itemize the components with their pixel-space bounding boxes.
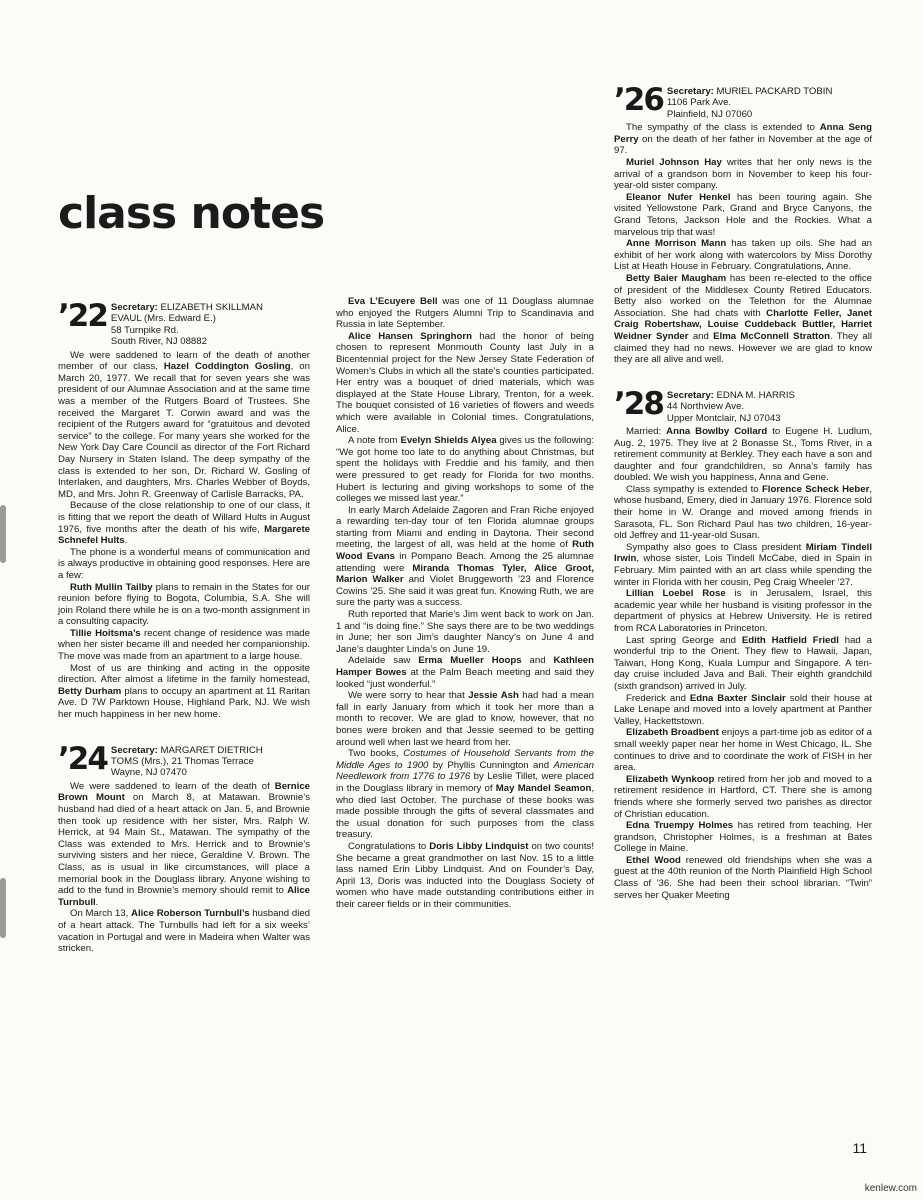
secretary-info: Secretary: MURIEL PACKARD TOBIN 1106 Park Ave. Plainfield, NJ 07060 xyxy=(666,86,833,120)
class-year: ’28 xyxy=(614,385,663,422)
paragraph: Ethel Wood renewed old friendships when she was a guest at the 40th reunion of the North Plainfield High School Class of ’36. She had been their school librarian. “Twin” serves her Quaker Meeting xyxy=(614,854,872,901)
class-28-header xyxy=(614,385,872,424)
paragraph: Betty Baier Maugham has been re-elected to the office of president of the Middlesex County Retired Educators. Betty also worked on the Telethon for the Alumnae Association. She had chats with Charlotte Feller, Janet Craig Robertshaw, Louise Cuddeback Buttler, Harriet Weidner Synder and Elma McConnell Stratton. They all claimed they had no news. However we are glad to know they are all alive and well. xyxy=(614,272,873,366)
binding-mark-top xyxy=(0,505,6,563)
paragraph: Class sympathy is extended to Florence Scheck Heber, whose husband, Emery, died in January 1976. Florence sold their home in W. Orange and moved among friends in Sarasota, FL. Son Richard Paul has two children, 16-year-old Jeffrey and 11-year-old Susan. xyxy=(614,483,872,542)
class-22-header xyxy=(58,300,310,348)
paragraph: Eleanor Nufer Henkel has been touring again. She visited Yellowstone Park, Grand and Bryce Canyons, the Grand Tetons, Jackson Hole and the Rockies. What a marvelous trip that was! xyxy=(614,191,872,238)
paragraph: We were saddened to learn of the death of Bernice Brown Mount on March 8, at Matawan. Brownie’s husband had died of a heart attack on Jan. 5, and Brownie then took up residence with her sister, Mrs. Ralph W. Herrick, at 94 Main St., Matawan. The sympathy of the Class was extended to Mrs. Herrick and to Brownie’s surviving sisters and her niece, Geraldine V. Brown. The Class, as is usual in like circumstances, will place a memorial book in the Douglass library. Anyone wishing to add to the fund in Brownie’s memory should remit to Alice Turnbull. xyxy=(58,780,310,908)
binding-mark-bottom xyxy=(0,878,6,938)
paragraph: On March 13, Alice Roberson Turnbull’s husband died of a heart attack. The Turnbulls had left for a six weeks’ vacation in Portugal and were in Madeira when Walter was stricken. xyxy=(58,908,310,955)
paragraph: Lillian Loebel Rose is in Jerusalem, Israel, this academic year while her husband is visiting professor in the department of physics at Hebrew University. He is retired from RCA Laboratories in Princeton. xyxy=(614,588,872,634)
paragraph: We were sorry to hear that Jessie Ash had had a mean fall in early January from which it took her more than a month to recover. We are glad to know, however, that no bones were broken and that Jessie seemed to be getting around well when last we heard from her. xyxy=(336,690,595,748)
class-year: ’26 xyxy=(614,82,663,118)
paragraph: Edna Truempy Holmes has retired from teaching. Her grandson, Christopher Holmes, is a freshman at Bates College in Maine. xyxy=(614,820,872,855)
paragraph: The sympathy of the class is extended to Anna Seng Perry on the death of her father in November at the age of 97. xyxy=(614,122,872,157)
paragraph: Sympathy also goes to Class president Miriam Tindell Irwin, whose sister, Lois Tindell McCabe, died in Spain in February. Mim painted with an art class while spending the winter in Florida with her cousin, Peg Craig Wheeler ’27. xyxy=(614,541,873,588)
paragraph: Elizabeth Broadbent enjoys a part-time job as editor of a small weekly paper near her home in West Chicago, IL. She continues to drive and to coordinate the work of FISH in her area. xyxy=(614,727,873,774)
column-2 xyxy=(336,296,594,910)
secretary-info: Secretary: ELIZABETH SKILLMAN EVAUL (Mrs. Edward E.) 58 Turnpike Rd. South River, NJ 08882 xyxy=(110,302,263,348)
footer-watermark: kenlew.com xyxy=(864,1183,917,1194)
page-title: class notes xyxy=(58,188,325,239)
paragraph: Married: Anna Bowlby Collard to Eugene H. Ludlum, Aug. 2, 1975. They live at 2 Bonasse St., Toms River, in a retirement community at Berkley. They each have a son and daughter and four grandchildren, so Anna’s family has doubled. We wish you happiness, Anna and Gene. xyxy=(614,425,872,484)
paragraph: The phone is a wonderful means of communication and is always productive in obtaining good responses. Here are a few: xyxy=(58,546,310,581)
class-year: ’22 xyxy=(58,298,107,334)
paragraph: Because of the close relationship to one of our class, it is fitting that we report the death of Willard Hults in August 1976, five months after the death of his wife, Margarete Schnefel Hults. xyxy=(58,500,310,547)
secretary-info: Secretary: EDNA M. HARRIS 44 Northview Ave. Upper Montclair, NJ 07043 xyxy=(666,389,795,424)
paragraph: Last spring George and Edith Hatfield Friedl had a wonderful trip to the Orient. They flew to Hawaii, Japan, Taiwan, Hong Kong, Kuala Lumpur and Singapore. A ten-day cruise included Java and Bali. Their eighth grandchild (sixth grandson) arrived in July. xyxy=(614,634,872,692)
paragraph: Congratulations to Doris Libby Lindquist on two counts! She became a great grandmother on last Nov. 15 to a little lass named Erin Libby Lindquist. And on Founder’s Day, April 13, Doris was inducted into the Douglass Society of women who have made outstanding contributions either in their career fields or in their communities. xyxy=(336,840,594,910)
class-24-header xyxy=(58,740,310,779)
paragraph: Most of us are thinking and acting in the opposite direction. After almost a lifetime in the family homestead, Betty Durham plans to occupy an apartment at 11 Raritan Ave. D 7W Parktown House, Highland Park, NJ. We wish her much happiness in her new home. xyxy=(58,662,310,721)
paragraph: We were saddened to learn of the death of another member of our class, Hazel Coddington Gosling, on March 20, 1977. We recall that for seven years she was president of our Alumnae Association and at the same time was a member of the Rutgers Board of Trustees. She received the Margaret T. Corwin award and was the recipient of the Rutgers award for “gratuitous and devoted service” to the college. For many years she worked for the New York Day Care Council as director of the Fort Richard Day Nursery in Staten Island. The deep sympathy of the class is extended to her son, Dr. Richard W. Gosling of Interlaken, and daughters, Mrs. Charles Webber of Boyds, MD, and Mrs. John R. Greenway of Carlisle Barracks, PA. xyxy=(58,349,310,500)
class-26-header xyxy=(614,84,872,120)
paragraph: In early March Adelaide Zagoren and Fran Riche enjoyed a rewarding ten-day tour of ten Florida alumnae groups starting from Miami and ending in Daytona. Their second meeting, the largest of all, was held at the home of Ruth Wood Evans in Pompano Beach. Among the 25 alumnae attending were Miranda Thomas Tyler, Alice Groot, Marion Walker and Violet Bruggeworth ’23 and Florence Cowins ’25. She said it was great fun. Knowing Ruth, we are sure the party was a success. xyxy=(336,504,595,609)
paragraph: Elizabeth Wynkoop retired from her job and moved to a retirement residence in Hartford, CT. There she is among friends where she formerly served two parishes as director of Christian education. xyxy=(614,773,872,820)
column-1 xyxy=(58,296,310,955)
paragraph: Ruth Mullin Tailby plans to remain in the States for our reunion before flying to Bogota, Columbia, S.A. She will join Roland there while he is on a two-month assignment in a consulting capacity. xyxy=(58,581,310,628)
paragraph: Two books, Costumes of Household Servants from the Middle Ages to 1900 by Phyllis Cunnington and American Needlework from 1776 to 1976 by Leslie Tillet, were placed in the Douglass library in memory of May Mandel Seamon, who died last October. The purchase of these books was made possible through the gifts of several classmates and the usual donation for such purposes from the class treasury. xyxy=(336,748,595,841)
paragraph: Eva L’Ecuyere Bell was one of 11 Douglass alumnae who enjoyed the Rutgers Alumni Trip to Scandinavia and Russia in late September. xyxy=(336,296,594,331)
secretary-info: Secretary: MARGARET DIETRICH TOMS (Mrs.), 21 Thomas Terrace Wayne, NJ 07470 xyxy=(110,744,263,779)
paragraph: Alice Hansen Springhorn had the honor of being chosen to represent Monmouth County last July in a Bicentennial project for the New Jersey State Federation of Women’s Clubs in which all the state’s counties participated. Her entry was a bouquet of dried materials, which was displayed at the State House Library, Trenton, for a week. The bouquet consisted of 16 varieties of flowers and weeds which were available in Colonial times. Congratulations, Alice. xyxy=(336,330,594,435)
paragraph: Anne Morrison Mann has taken up oils. She had an exhibit of her work along with watercolors by Miss Dorothy List at Heath House in February. Congratulations, Anne. xyxy=(614,238,872,273)
paragraph: A note from Evelyn Shields Alyea gives us the following: “We got home too late to do anything about Christmas, but spent the holidays with Freddie and his family, and then were pressured to get ready for Florida for two months. Hubert is lecturing and giving workshops to some of the colleges we missed last year.” xyxy=(336,435,594,505)
page-number: 11 xyxy=(852,1140,867,1156)
column-3 xyxy=(614,80,872,901)
paragraph: Ruth reported that Marie’s Jim went back to work on Jan. 1 and “is doing fine.” She says there are to be two weddings in June; her son Jim’s daughter Nancy’s on June 4 and Jane’s daughter Linda’s on June 19. xyxy=(336,609,594,655)
paragraph: Adelaide saw Erma Mueller Hoops and Kathleen Hamper Bowes at the Palm Beach meeting and said they looked “just wonderful.” xyxy=(336,655,595,690)
paragraph: Frederick and Edna Baxter Sinclair sold their house at Lake Lenape and moved into a lovely apartment at Panther Valley, Hackettstown. xyxy=(614,692,872,727)
class-year: ’24 xyxy=(58,740,107,777)
paragraph: Tillie Hoitsma’s recent change of residence was made when her sister became ill and needed her companionship. The move was made from an apartment to a large house. xyxy=(58,627,310,663)
paragraph: Muriel Johnson Hay writes that her only news is the arrival of a grandson born in November to keep his four-year-old sister company. xyxy=(614,157,873,192)
